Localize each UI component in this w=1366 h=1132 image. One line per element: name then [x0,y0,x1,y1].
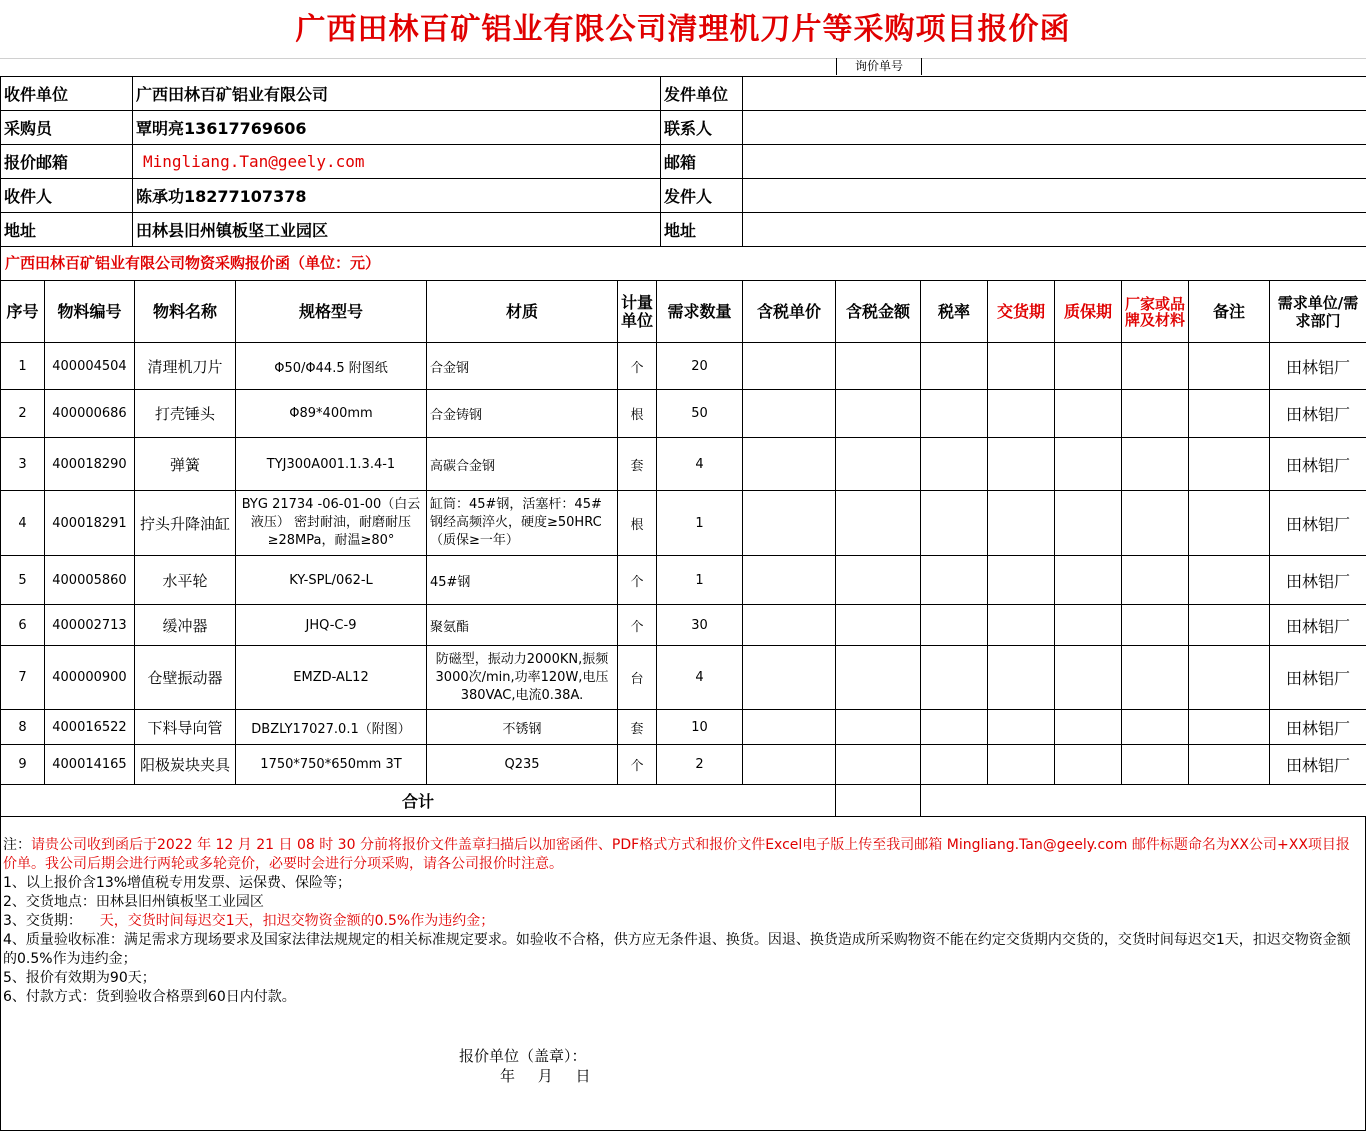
info-label: 地址 [1,213,133,247]
tax-rate-cell[interactable] [921,343,988,390]
table-row [1,556,1366,605]
row-code: 400002713 [45,605,135,646]
table-row [1,343,1366,390]
row-unit: 套 [618,438,657,491]
note-item-3-red: 天，交货时间每迟交1天，扣迟交物资金额的0.5%作为违约金； [81,913,495,929]
row-qty: 4 [657,646,743,710]
row-dept: 田林铝厂 [1270,390,1366,438]
row-unit: 台 [618,646,657,710]
amount-cell[interactable] [836,605,921,646]
header-cell: 交货期 [988,281,1055,343]
row-material: 不锈钢 [427,710,618,745]
warranty-cell[interactable] [1055,556,1122,605]
row-name: 清理机刀片 [135,343,236,390]
unit-price-cell[interactable] [743,438,836,491]
row-spec: DBZLY17027.0.1（附图） [236,710,427,745]
row-material: 合金钢 [427,343,618,390]
unit-price-cell[interactable] [743,605,836,646]
row-spec: 1750*750*650mm 3T [236,745,427,785]
row-spec: EMZD-AL12 [236,646,427,710]
warranty-cell[interactable] [1055,605,1122,646]
header-cell: 含税单价 [743,281,836,343]
row-code: 400000686 [45,390,135,438]
remark-cell[interactable] [1189,605,1270,646]
table-row [1,646,1366,710]
amount-cell[interactable] [836,438,921,491]
info-right-label: 联系人 [661,111,743,145]
amount-cell[interactable] [836,556,921,605]
info-label: 报价邮箱 [1,145,133,179]
tax-rate-cell[interactable] [921,710,988,745]
info-row [1,145,1366,179]
delivery-cell[interactable] [988,438,1055,491]
row-no: 5 [1,556,45,605]
info-right-value[interactable] [743,111,1366,145]
row-name: 拧头升降油缸 [135,491,236,556]
brand-cell[interactable] [1122,390,1189,438]
row-no: 6 [1,605,45,646]
note-item-2: 2、交货地点：田林县旧州镇板坚工业园区 [3,894,264,910]
tax-rate-cell[interactable] [921,605,988,646]
row-dept: 田林铝厂 [1270,710,1366,745]
brand-cell[interactable] [1122,646,1189,710]
tax-rate-cell[interactable] [921,491,988,556]
row-dept: 田林铝厂 [1270,556,1366,605]
total-label: 合计 [1,785,836,817]
info-label: 收件人 [1,179,133,213]
table-header-row [1,281,1366,343]
brand-cell[interactable] [1122,745,1189,785]
header-cell: 厂家或品牌及材料 [1122,281,1189,343]
row-name: 阳极炭块夹具 [135,745,236,785]
page-title: 广西田林百矿铝业有限公司清理机刀片等采购项目报价函 [295,12,1071,47]
row-qty: 1 [657,556,743,605]
sender-receiver-table [0,76,1366,247]
remark-cell[interactable] [1189,343,1270,390]
delivery-cell[interactable] [988,556,1055,605]
info-right-value[interactable] [743,213,1366,247]
tax-rate-cell[interactable] [921,745,988,785]
remark-cell[interactable] [1189,438,1270,491]
row-qty: 50 [657,390,743,438]
note-item-6: 6、付款方式：货到验收合格票到60日内付款。 [3,989,296,1005]
total-rest-cell [921,785,1366,817]
info-row [1,77,1366,111]
row-qty: 2 [657,745,743,785]
row-material: 聚氨酯 [427,605,618,646]
total-amount-cell[interactable] [836,785,921,817]
info-right-label: 地址 [661,213,743,247]
tax-rate-cell[interactable] [921,646,988,710]
row-unit: 个 [618,343,657,390]
row-code: 400004504 [45,343,135,390]
amount-cell[interactable] [836,491,921,556]
notes-prefix: 注： [3,837,31,853]
notes-section [0,816,1366,1131]
brand-cell[interactable] [1122,343,1189,390]
unit-price-cell[interactable] [743,491,836,556]
header-cell: 需求数量 [657,281,743,343]
row-qty: 1 [657,491,743,556]
row-name: 弹簧 [135,438,236,491]
items-table [0,280,1366,817]
row-unit: 根 [618,491,657,556]
table-row [1,438,1366,491]
info-right-value[interactable] [743,179,1366,213]
row-no: 1 [1,343,45,390]
row-qty: 4 [657,438,743,491]
delivery-cell[interactable] [988,745,1055,785]
amount-cell[interactable] [836,646,921,710]
row-unit: 个 [618,745,657,785]
info-right-label: 发件单位 [661,77,743,111]
row-spec: TYJ300A001.1.3.4-1 [236,438,427,491]
total-row [1,785,1366,817]
table-subtitle: 广西田林百矿铝业有限公司物资采购报价函（单位：元） [0,246,1366,280]
row-no: 8 [1,710,45,745]
header-cell: 需求单位/需求部门 [1270,281,1366,343]
row-unit: 个 [618,605,657,646]
table-row [1,745,1366,785]
remark-cell[interactable] [1189,491,1270,556]
row-unit: 个 [618,556,657,605]
unit-price-cell[interactable] [743,710,836,745]
unit-price-cell[interactable] [743,390,836,438]
row-code: 400018290 [45,438,135,491]
table-row [1,710,1366,745]
note-item-3-label: 3、交货期： [3,913,82,929]
row-no: 7 [1,646,45,710]
remark-cell[interactable] [1189,745,1270,785]
info-row [1,111,1366,145]
amount-cell[interactable] [836,390,921,438]
remark-cell[interactable] [1189,390,1270,438]
row-qty: 10 [657,710,743,745]
row-dept: 田林铝厂 [1270,343,1366,390]
signature-label: 报价单位（盖章）： [459,1047,587,1065]
inquiry-number-label: 询价单号 [836,58,922,75]
header-cell: 序号 [1,281,45,343]
row-qty: 30 [657,605,743,646]
row-no: 4 [1,491,45,556]
header-cell: 质保期 [1055,281,1122,343]
row-unit: 套 [618,710,657,745]
brand-cell[interactable] [1122,710,1189,745]
header-cell: 计量单位 [618,281,657,343]
row-dept: 田林铝厂 [1270,646,1366,710]
header-cell: 备注 [1189,281,1270,343]
row-dept: 田林铝厂 [1270,745,1366,785]
header-cell: 含税金额 [836,281,921,343]
tax-rate-cell[interactable] [921,438,988,491]
header-cell: 规格型号 [236,281,427,343]
row-code: 400014165 [45,745,135,785]
tax-rate-cell[interactable] [921,556,988,605]
row-code: 400005860 [45,556,135,605]
table-row [1,605,1366,646]
warranty-cell[interactable] [1055,438,1122,491]
unit-price-cell[interactable] [743,646,836,710]
note-item-5: 5、报价有效期为90天； [3,970,156,986]
delivery-cell[interactable] [988,343,1055,390]
info-label: 收件单位 [1,77,133,111]
delivery-cell[interactable] [988,646,1055,710]
amount-cell[interactable] [836,745,921,785]
table-row [1,491,1366,556]
info-right-value[interactable] [743,77,1366,111]
notes-intro [1,836,1365,874]
brand-cell[interactable] [1122,605,1189,646]
row-name: 打壳锤头 [135,390,236,438]
row-dept: 田林铝厂 [1270,491,1366,556]
row-no: 3 [1,438,45,491]
delivery-cell[interactable] [988,605,1055,646]
warranty-cell[interactable] [1055,710,1122,745]
brand-cell[interactable] [1122,491,1189,556]
note-item-3 [1,912,1365,931]
row-name: 缓冲器 [135,605,236,646]
info-right-label: 发件人 [661,179,743,213]
row-spec: Φ89*400mm [236,390,427,438]
header-cell: 税率 [921,281,988,343]
row-material: 高碳合金钢 [427,438,618,491]
delivery-cell[interactable] [988,710,1055,745]
row-spec: JHQ-C-9 [236,605,427,646]
header-cell: 材质 [427,281,618,343]
unit-price-cell[interactable] [743,745,836,785]
row-name: 下料导向管 [135,710,236,745]
delivery-cell[interactable] [988,390,1055,438]
amount-cell[interactable] [836,710,921,745]
row-material: 防磁型，振动力2000KN,振频3000次/min,功率120W,电压380VAC,电流0.38A. [427,646,618,710]
row-code: 400000900 [45,646,135,710]
info-right-value[interactable] [743,145,1366,179]
note-item-1: 1、以上报价含13%增值税专用发票、运保费、保险等； [3,875,352,891]
row-material: 45#钢 [427,556,618,605]
row-no: 2 [1,390,45,438]
info-value[interactable]: 广西田林百矿铝业有限公司 [133,77,661,111]
inquiry-row [0,58,1366,76]
brand-cell[interactable] [1122,438,1189,491]
row-material: 缸筒：45#钢，活塞杆：45#钢经高频淬火，硬度≥50HRC（质保≥一年） [427,491,618,556]
row-spec: BYG 21734 -06-01-00（白云液压） 密封耐油，耐磨耐压≥28MPa，耐温≥80° [236,491,427,556]
warranty-cell[interactable] [1055,646,1122,710]
row-code: 400018291 [45,491,135,556]
info-value[interactable]: 覃明亮13617769606 [133,111,661,145]
unit-price-cell[interactable] [743,556,836,605]
signature-date: 年 月 日 [500,1067,591,1085]
row-material: Q235 [427,745,618,785]
row-qty: 20 [657,343,743,390]
row-dept: 田林铝厂 [1270,438,1366,491]
warranty-cell[interactable] [1055,491,1122,556]
table-row [1,390,1366,438]
row-dept: 田林铝厂 [1270,605,1366,646]
amount-cell[interactable] [836,343,921,390]
remark-cell[interactable] [1189,556,1270,605]
row-material: 合金铸钢 [427,390,618,438]
delivery-cell[interactable] [988,491,1055,556]
warranty-cell[interactable] [1055,745,1122,785]
row-name: 仓壁振动器 [135,646,236,710]
row-spec: Φ50/Φ44.5 附图纸 [236,343,427,390]
row-code: 400016522 [45,710,135,745]
remark-cell[interactable] [1189,646,1270,710]
quote-email-link[interactable]: Mingliang.Tan@geely.com [133,145,661,179]
row-spec: KY-SPL/062-L [236,556,427,605]
info-value[interactable]: 田林县旧州镇板坚工业园区 [133,213,661,247]
notes-red-text: 请贵公司收到函后于2022 年 12 月 21 日 08 时 30 分前将报价文件盖章扫描后以加密函件、PDF格式方式和报价文件Excel电子版上传至我司邮箱 Mingliang.Tan@geely.com 邮件标题命名为XX公司+XX项目报价单。我公司后期会进行两轮或多轮竞价，必要时会进行分项采购，请各公司报价时注意。 [3,837,1350,872]
info-value[interactable]: 陈承功18277107378 [133,179,661,213]
info-row [1,213,1366,247]
header-cell: 物料编号 [45,281,135,343]
warranty-cell[interactable] [1055,343,1122,390]
unit-price-cell[interactable] [743,343,836,390]
row-no: 9 [1,745,45,785]
brand-cell[interactable] [1122,556,1189,605]
header-cell: 物料名称 [135,281,236,343]
info-right-label: 邮箱 [661,145,743,179]
info-row [1,179,1366,213]
info-label: 采购员 [1,111,133,145]
note-item-4: 4、质量验收标准：满足需求方现场要求及国家法律法规规定的相关标准规定要求。如验收不合格，供方应无条件退、换货。因退、换货造成所采购物资不能在约定交货期内交货的，交货时间每迟交1天，扣迟交物资金额的0.5%作为违约金； [3,932,1351,967]
row-unit: 根 [618,390,657,438]
tax-rate-cell[interactable] [921,390,988,438]
row-name: 水平轮 [135,556,236,605]
remark-cell[interactable] [1189,710,1270,745]
warranty-cell[interactable] [1055,390,1122,438]
